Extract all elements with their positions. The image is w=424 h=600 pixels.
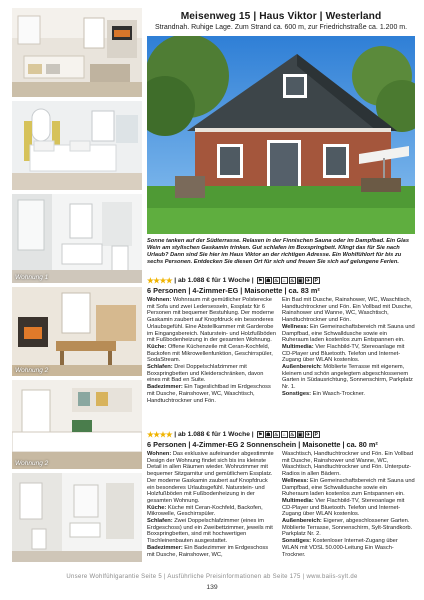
detail-text: Ein Gemeinschaftsbereich mit Sauna und Dampfbad, eine Schwalldusche sowie ein Ruheraum laden kostenlos zum Entspannen ein.: [282, 477, 415, 498]
fireplace-icon: ♨: [289, 432, 295, 438]
detail-text: Ein Tageslichtbad im Erdgeschoss mit Dusche, Rainshower, WC, Waschtisch, Handtuchtrockner und Fön.: [147, 384, 271, 404]
wlan-icon: ✈: [306, 278, 311, 284]
photo-living-room: [12, 8, 142, 97]
detail-text: Ein Wasch-Trockner.: [311, 390, 366, 397]
terrace-icon: ⌂: [282, 432, 286, 438]
detail-label: Badezimmer:: [147, 384, 183, 391]
facility-icons: [257, 277, 320, 284]
detail-text: Drei Doppelschlafzimmer mit Boxspringbetten und Kleiderschränken, davon eines mit Bad en Suite.: [147, 364, 264, 384]
detail-text: Ein Bad mit Dusche, Rainshower, WC, Waschtisch, Handtuchtrockner und Fön. Ein Vollbad mit Dusche, Rainshower und Wanne, WC, Waschtisch, Handtuchtrockner und Fön.: [282, 297, 413, 324]
offer-2-details-left: [147, 451, 276, 558]
detail-text: Offene Küchenzeile mit Ceran-Kochfeld, Backofen mit Mikrowellenfunktion, Geschirrspüler, SodaStream.: [147, 343, 273, 364]
wlan-icon: ✈: [306, 432, 311, 438]
detail-label: Küche:: [147, 343, 167, 350]
sauna-icon: ♨: [273, 278, 279, 284]
page-footer: Unsere Wohlfühlgarantie Seite 5 | Ausführliche Preisinformationen ab Seite 175 | www.baiis-sylt.de: [66, 574, 358, 580]
detail-text: Ein Badezimmer im Erdgeschoss mit Dusche, Rainshower, WC,: [147, 544, 269, 558]
photo-label: Wohnung 2: [15, 367, 49, 374]
photo-label: Wohnung 1: [15, 274, 49, 281]
photo-bedroom: [12, 101, 142, 190]
detail-label: Schlafen:: [147, 518, 173, 525]
offer-1-subtitle: 6 Personen | 4-Zimmer-EG | Maisonette | ca. 83 m²: [147, 286, 320, 295]
rating-stars: ★★★★: [147, 276, 173, 285]
detail-text: Vier Flachbild-TV, Stereoanlage mit CD-Player und Bluetooth. Telefon und Internet-Zugang über WLAN kostenlos.: [282, 343, 405, 364]
detail-text: Wohnraum mit gemütlicher Polsterecke mit Sofa und zwei Ledersesseln, Essplatz für 6 Personen mit bequemer Bestuhlung. Der moderne Gaskamin zaubert auf Knopfdruck ein besonderes Urlaubsgefühl. Eine Abstellkammer mit Garderobe im Eingangsbereich. Naturstein- und Holzfußböden mit Fußbodenheizung in der gesamten Wohnung.: [147, 297, 276, 344]
page-title: Meisenweg 15 | Haus Viktor | Westerland: [180, 11, 382, 22]
offer-2-header: [147, 430, 415, 439]
offer-1-header: [147, 276, 415, 285]
detail-label: Multimedia:: [282, 497, 314, 504]
detail-label: Außenbereich:: [282, 518, 322, 525]
detail-text: Kostenloser Internet-Zugang über WLAN mit VDSL 50.000-Leitung Ein Wasch-Trockner.: [282, 538, 398, 558]
detail-text: Waschtisch, Handtuchtrockner und Fön. Ein Vollbad mit Dusche, Rainshower und Wanne, WC, Waschtisch, Handtuchtrockner und Fön. Unterputz-Radios in allen Bädern.: [282, 451, 413, 478]
detail-label: Wohnen:: [147, 297, 172, 303]
detail-label: Wellness:: [282, 323, 309, 330]
detail-text: Küche mit Ceran-Kochfeld, Backofen, Mikrowelle, Geschirrspüler.: [147, 504, 263, 518]
detail-label: Badezimmer:: [147, 544, 183, 551]
photo-bathroom-2: [12, 473, 142, 562]
terrace-icon: ⌂: [282, 278, 286, 284]
page-subtitle: Strandnah. Ruhige Lage. Zum Strand ca. 600 m, zur Friedrichstraße ca. 1.200 m.: [154, 24, 408, 31]
detail-label: Außenbereich:: [282, 364, 322, 371]
detail-text: Ein Gemeinschaftsbereich mit Sauna und Dampfbad, eine Schwalldusche sowie ein Ruheraum laden kostenlos zum Entspannen ein.: [282, 323, 415, 344]
detail-label: Schlafen:: [147, 364, 173, 371]
offer-2-subtitle: 6 Personen | 4-Zimmer-EG 2 Sonnenschein | Maisonette | ca. 80 m²: [147, 440, 378, 449]
dog-icon: ⚑: [257, 278, 263, 284]
facility-icons: [257, 431, 320, 438]
parking-icon: P: [314, 432, 318, 438]
tv-icon: ▣: [297, 278, 303, 284]
detail-text: Das exklusive aufeinander abgestimmte Design der Wohnung findet sich bis ins kleinste Detail in allen Räumen wieder. Wohnzimmer mit bequemer Sitzgarnitur und gemütlichem Essplatz. Der moderne Gaskamin zaubert auf Knopfdruck ein besonderes Urlaubsgefühl. Naturstein- und Holzfußböden mit Fußbodenheizung in der gesamten Wohnung.: [147, 451, 274, 504]
photo-dining: [12, 287, 142, 376]
nonsmoker-icon: ☗: [265, 278, 271, 284]
dog-icon: ⚑: [257, 432, 263, 438]
tv-icon: ▣: [297, 432, 303, 438]
detail-label: Wohnen:: [147, 451, 172, 457]
detail-text: Eigener, abgeschlossener Garten. Möblierte Terrasse, Sonnenschirm, Sylt-Strandkorb. Parkplatz Nr. 2.: [282, 518, 413, 538]
detail-text: Möblierte Terrasse mit eigenem, kleinem und schön angelegtem abgeschlossenem Garten in Südausrichtung, Sonnenschirm, Parkplatz Nr. 1.: [282, 364, 413, 391]
offer-1-details-right: [282, 297, 415, 398]
detail-label: Sonstiges:: [282, 538, 312, 545]
fireplace-icon: ♨: [289, 278, 295, 284]
page-number: 139: [206, 584, 218, 591]
detail-text: Zwei Doppelschlafzimmer (eines im Erdgeschoss) und ein Zweibettzimmer, jeweils mit Boxspringbetten, sind mit hochwertigen Tischleinenbauten ausgestattet.: [147, 518, 273, 545]
sauna-icon: ♨: [273, 432, 279, 438]
detail-text: Vier Flachbild-TV, Stereoanlage mit CD-Player und Bluetooth. Telefon und Internet-Zugang über WLAN kostenlos.: [282, 497, 405, 518]
photo-house-exterior: [147, 36, 415, 234]
offer-price: | ab 1.088 € für 1 Woche |: [174, 431, 254, 438]
detail-label: Küche:: [147, 504, 167, 511]
photo-caption: Sonne tanken auf der Südterrasse. Relaxen in der Finnischen Sauna oder im Dampfbad. Ein Glas Wein am stylischen Gaskamin trinken. Gut schlafen im Boxspringbett. Klingt das für Sie nach Urlaub? Dann sind Sie hier im Haus Viktor an der richtigen Adresse. Ein Wohlfühlort für bis zu sechs Personen. Entdecken Sie diesen Ort für sich und freuen Sie sich auf gelungene Ferien.: [147, 238, 410, 265]
offer-price: | ab 1.088 € für 1 Woche |: [174, 277, 254, 284]
detail-label: Multimedia:: [282, 343, 314, 350]
photo-kitchen: [12, 380, 142, 469]
rating-stars: ★★★★: [147, 430, 173, 439]
nonsmoker-icon: ☗: [265, 432, 271, 438]
detail-label: Sonstiges:: [282, 390, 312, 397]
offer-2-details-right: [282, 451, 415, 558]
detail-label: Wellness:: [282, 477, 309, 484]
photo-bathroom: [12, 194, 142, 283]
parking-icon: P: [314, 278, 318, 284]
photo-label: Wohnung 2: [15, 460, 49, 467]
offer-1-details-left: [147, 297, 276, 404]
